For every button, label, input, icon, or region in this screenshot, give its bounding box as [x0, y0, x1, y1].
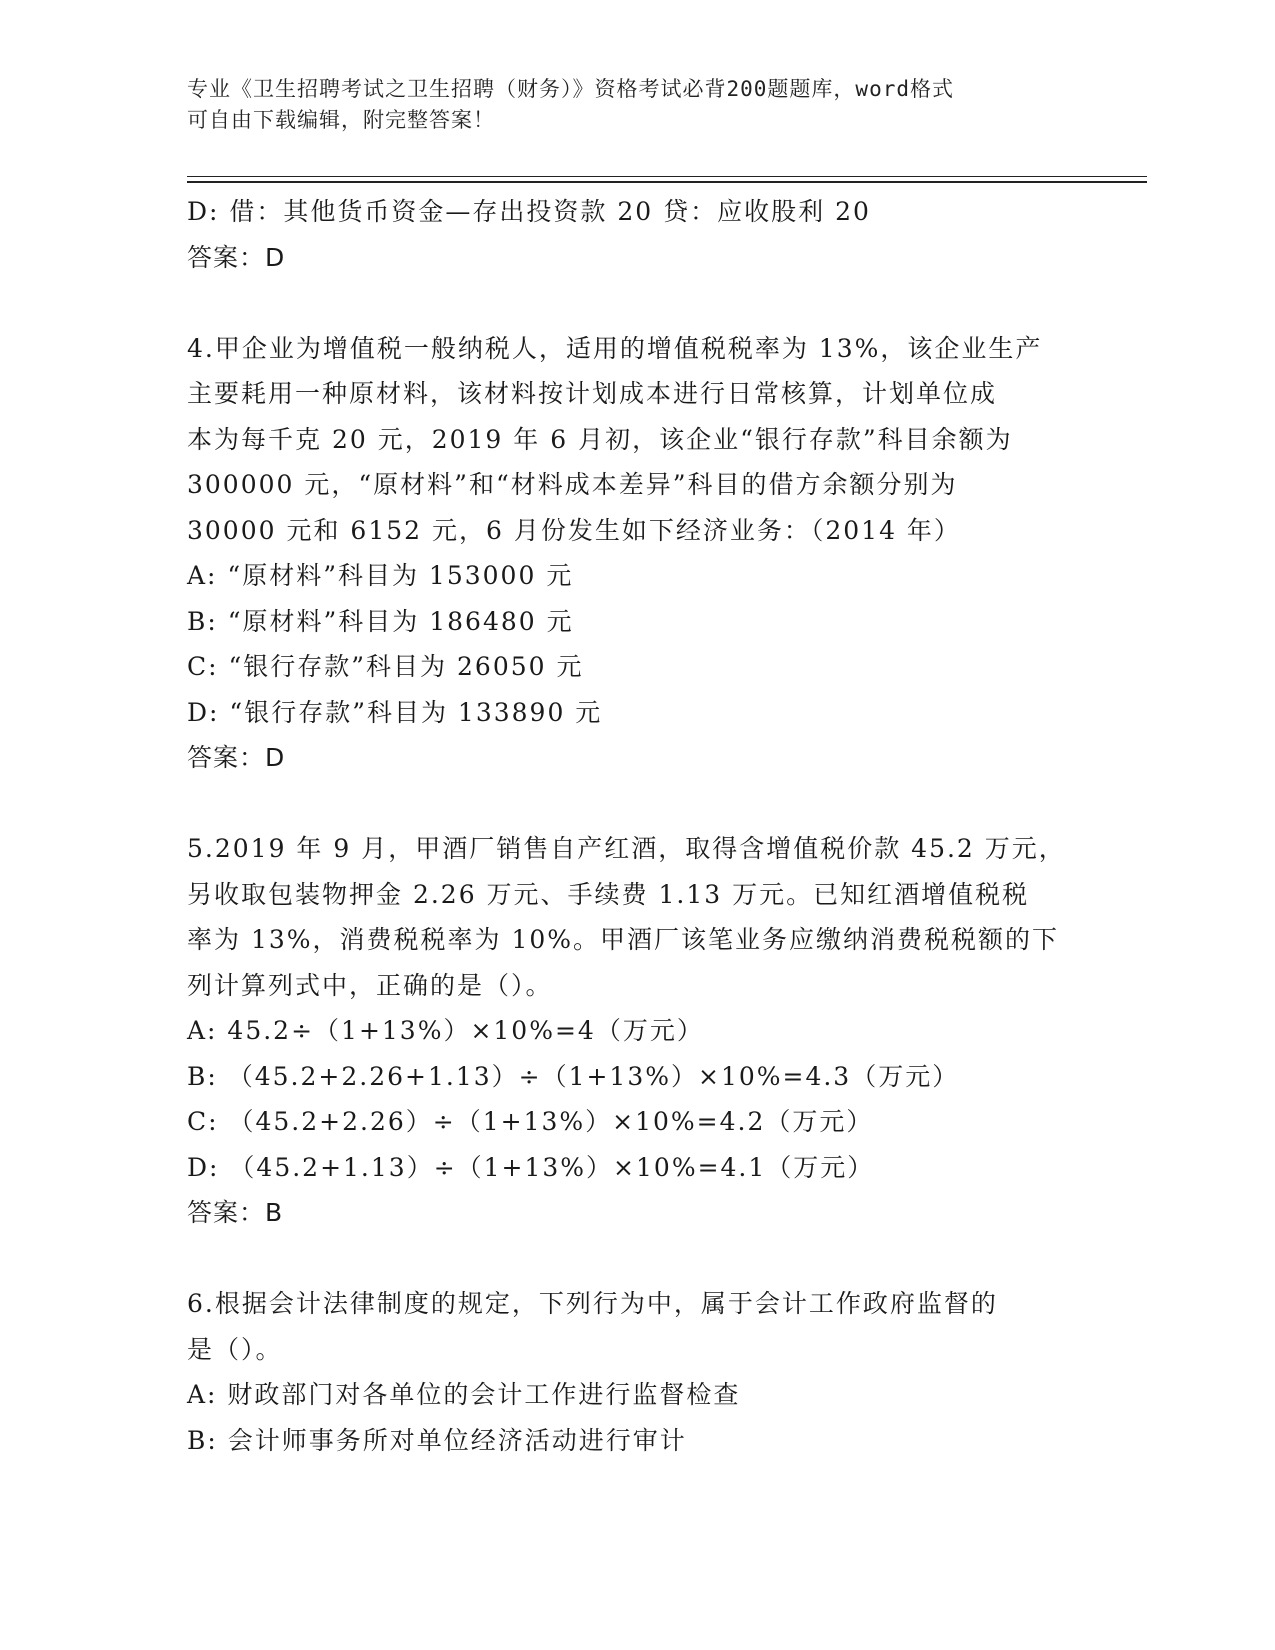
question-stem-line: 另收取包装物押金 2.26 万元、手续费 1.13 万元。已知红酒增值税税	[187, 879, 1030, 909]
option-a: A: 45.2÷（1+13%）×10%=4（万元）	[187, 1016, 704, 1045]
question-stem-line: 5.2019 年 9 月，甲酒厂销售自产红酒，取得含增值税价款 45.2 万元，	[187, 834, 1066, 863]
question-4	[187, 326, 1087, 781]
question-stem-line: 列计算列式中，正确的是（）。	[187, 970, 553, 1000]
question-stem-line: 率为 13%，消费税税率为 10%。甲酒厂该笔业务应缴纳消费税税额的下	[187, 925, 1060, 954]
option-c: C: “银行存款”科目为 26050 元	[187, 652, 584, 681]
document-body	[187, 189, 1087, 1463]
question-stem-line: 6.根据会计法律制度的规定，下列行为中，属于会计工作政府监督的	[187, 1289, 998, 1318]
option-a: A: “原材料”科目为 153000 元	[187, 561, 574, 590]
header-line-2: 可自由下载编辑，附完整答案！	[187, 108, 495, 132]
header-divider-thick	[187, 181, 1147, 183]
question-6	[187, 1281, 1087, 1463]
option-d: D: （45.2+1.13）÷（1+13%）×10%=4.1（万元）	[187, 1152, 875, 1182]
option-b: B: （45.2+2.26+1.13）÷（1+13%）×10%=4.3（万元）	[187, 1061, 960, 1091]
question-3	[187, 189, 1087, 280]
answer: 答案：B	[187, 1198, 284, 1227]
option-a: A: 财政部门对各单位的会计工作进行监督检查	[187, 1380, 741, 1409]
question-stem-line: 是（）。	[187, 1334, 283, 1364]
header-divider-thin	[187, 176, 1147, 177]
answer: 答案：D	[187, 743, 286, 772]
question-stem-line: 300000 元，“原材料”和“材料成本差异”科目的借方余额分别为	[187, 470, 958, 499]
spacer	[187, 781, 1087, 827]
option-b: B: 会计师事务所对单位经济活动进行审计	[187, 1425, 687, 1455]
document-header	[187, 74, 1087, 136]
question-stem-line: 4.甲企业为增值税一般纳税人，适用的增值税税率为 13%，该企业生产	[187, 333, 1043, 363]
option-d: D: “银行存款”科目为 133890 元	[187, 697, 603, 727]
answer: 答案：D	[187, 242, 286, 272]
question-stem-line: 主要耗用一种原材料，该材料按计划成本进行日常核算，计划单位成	[187, 379, 998, 408]
spacer	[187, 1236, 1087, 1282]
question-stem-line: 30000 元和 6152 元，6 月份发生如下经济业务：（2014 年）	[187, 515, 961, 545]
question-stem-line: 本为每千克 20 元，2019 年 6 月初，该企业“银行存款”科目余额为	[187, 424, 1013, 454]
option-b: B: “原材料”科目为 186480 元	[187, 606, 574, 636]
option-d: D: 借：其他货币资金—存出投资款 20 贷：应收股利 20	[187, 197, 871, 226]
spacer	[187, 280, 1087, 326]
question-5	[187, 826, 1087, 1236]
option-c: C: （45.2+2.26）÷（1+13%）×10%=4.2（万元）	[187, 1107, 874, 1136]
header-line-1: 专业《卫生招聘考试之卫生招聘（财务）》资格考试必背200题题库，word格式	[187, 77, 954, 101]
